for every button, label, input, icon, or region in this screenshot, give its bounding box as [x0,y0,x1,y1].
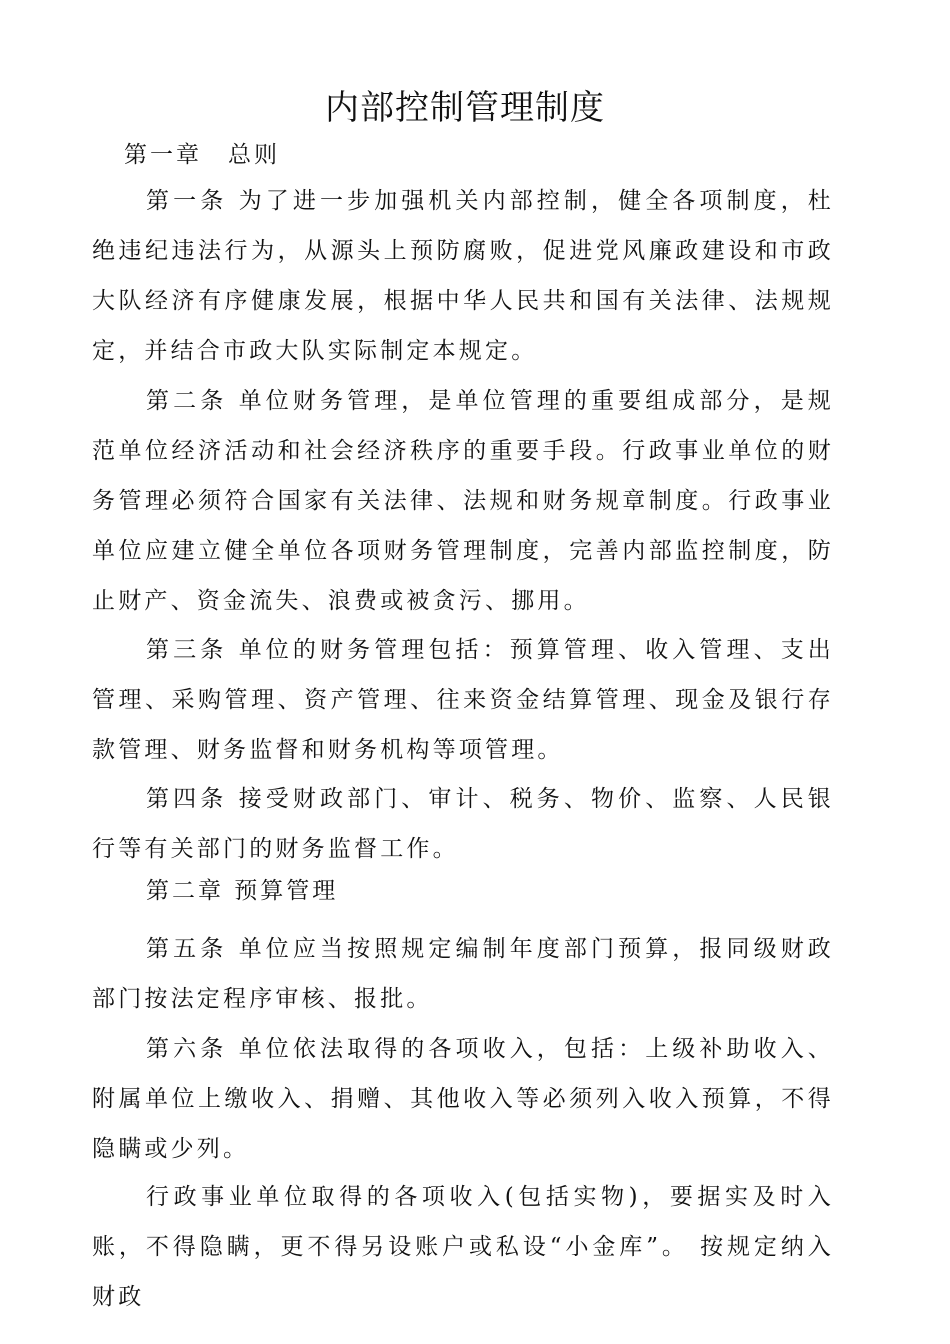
document-title: 内部控制管理制度 [325,88,605,128]
paragraph-income-recording: 行政事业单位取得的各项收入(包括实物)，要据实及时入账，不得隐瞒，更不得另设账户或私设“小金库”。 按规定纳入财政 [92,1184,834,1310]
article-6: 第六条 单位依法取得的各项收入，包括：上级补助收入、附属单位上缴收入、捐赠、其他收入等必须列入收入预算，不得隐瞒或少列。 [92,1036,834,1162]
article-5: 第五条 单位应当按照规定编制年度部门预算，报同级财政部门按法定程序审核、报批。 [92,936,834,1012]
article-4: 第四条 接受财政部门、审计、税务、物价、监察、人民银行等有关部门的财务监督工作。 [92,786,834,862]
article-1: 第一条 为了进一步加强机关内部控制，健全各项制度，杜绝违纪违法行为，从源头上预防腐败，促进党风廉政建设和市政大队经济有序健康发展，根据中华人民共和国有关法律、法规规定，并结合市政大队实际制定本规定。 [92,188,834,364]
article-2: 第二条 单位财务管理，是单位管理的重要组成部分，是规范单位经济活动和社会经济秩序的重要手段。行政事业单位的财务管理必须符合国家有关法律、法规和财务规章制度。行政事业单位应建立健全单位各项财务管理制度，完善内部监控制度，防止财产、资金流失、浪费或被贪污、挪用。 [92,388,834,614]
chapter-1-heading: 第一章 总则 [124,142,280,168]
chapter-2-heading: 第二章 预算管理 [146,878,339,904]
article-3: 第三条 单位的财务管理包括：预算管理、收入管理、支出管理、采购管理、资产管理、往来资金结算管理、现金及银行存款管理、财务监督和财务机构等项管理。 [92,637,834,763]
